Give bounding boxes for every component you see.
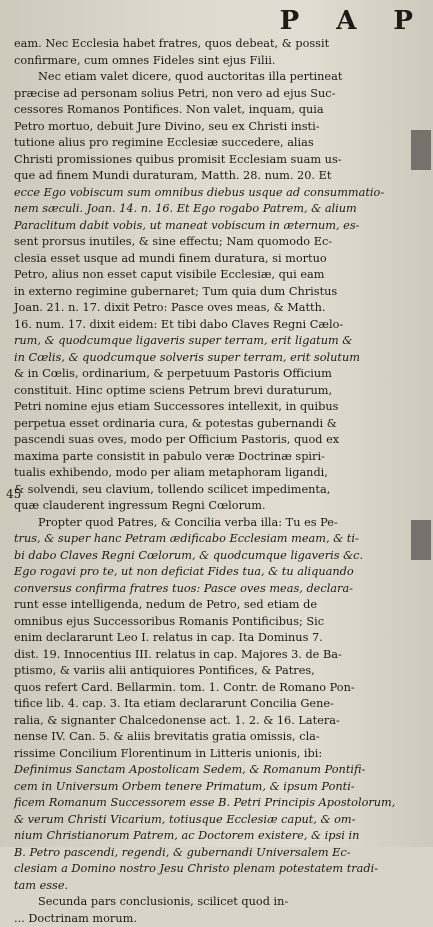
text-line: Christi promissiones quibus promisit Ecclesiam suam us- bbox=[14, 152, 394, 169]
text-line: eam. Nec Ecclesia habet fratres, quos debeat, & possit bbox=[14, 36, 394, 53]
text-line: Definimus Sanctam Apostolicam Sedem, & Romanum Pontifi- bbox=[14, 762, 394, 779]
text-line: quos refert Card. Bellarmin. tom. 1. Contr. de Romano Pon- bbox=[14, 680, 394, 697]
text-line: ralia, & signanter Chalcedonense act. 1. 2. & 16. Latera- bbox=[14, 713, 394, 730]
text-line: maxima parte consistit in pabulo veræ Doctrinæ spiri- bbox=[14, 449, 394, 466]
text-line: in externo regimine gubernaret; Tum quia dum Christus bbox=[14, 284, 394, 301]
text-line: ptismo, & variis alii antiquiores Pontifices, & Patres, bbox=[14, 663, 394, 680]
text-line: tualis exhibendo, modo per aliam metaphoram ligandi, bbox=[14, 465, 394, 482]
text-line: & in Cœlis, ordinarium, & perpetuum Pastoris Officium bbox=[14, 366, 394, 383]
text-line: cessores Romanos Pontifices. Non valet, inquam, quia bbox=[14, 102, 394, 119]
text-line: enim declararunt Leo I. relatus in cap. Ita Dominus 7. bbox=[14, 630, 394, 647]
text-line: que ad finem Mundi duraturam, Matth. 28. num. 20. Et bbox=[14, 168, 394, 185]
text-line: dist. 19. Innocentius III. relatus in cap. Majores 3. de Ba- bbox=[14, 647, 394, 664]
text-line: Petro, alius non esset caput visibile Ecclesiæ, qui eam bbox=[14, 267, 394, 284]
text-line: in Cœlis, & quodcumque solveris super terram, erit solutum bbox=[14, 350, 394, 367]
text-line: Petro mortuo, debuit Jure Divino, seu ex Christi insti- bbox=[14, 119, 394, 136]
text-line: ... Doctrinam morum. bbox=[14, 911, 394, 927]
text-line: conversus confirma fratres tuos: Pasce oves meas, declara- bbox=[14, 581, 394, 598]
text-line: nense IV. Can. 5. & aliis brevitatis gratia omissis, cla- bbox=[14, 729, 394, 746]
text-line: nem sæculi. Joan. 14. n. 16. Et Ego rogabo Patrem, & alium bbox=[14, 201, 394, 218]
text-line: runt esse intelligenda, nedum de Petro, sed etiam de bbox=[14, 597, 394, 614]
text-line: omnibus ejus Successoribus Romanis Pontificibus; Sic bbox=[14, 614, 394, 631]
text-line: Joan. 21. n. 17. dixit Petro: Pasce oves meas, & Matth. bbox=[14, 300, 394, 317]
text-line: tam esse. bbox=[14, 878, 394, 895]
text-line: B. Petro pascendi, regendi, & gubernandi Universalem Ec- bbox=[14, 845, 394, 862]
text-line: perpetua esset ordinaria cura, & potestas gubernandi & bbox=[14, 416, 394, 433]
text-line: ecce Ego vobiscum sum omnibus diebus usque ad consummatio- bbox=[14, 185, 394, 202]
text-line: ficem Romanum Successorem esse B. Petri Principis Apostolorum, bbox=[14, 795, 394, 812]
margin-number: 45 bbox=[6, 487, 21, 501]
body-text bbox=[14, 36, 394, 927]
text-line: cem in Universum Orbem tenere Primatum, & ipsum Ponti- bbox=[14, 779, 394, 796]
text-line: Paraclitum dabit vobis, ut maneat vobiscum in æternum, es- bbox=[14, 218, 394, 235]
text-line: Secunda pars conclusionis, scilicet quod in- bbox=[14, 894, 394, 911]
text-line: quæ clauderent ingressum Regni Cœlorum. bbox=[14, 498, 394, 515]
text-line: tifice lib. 4. cap. 3. Ita etiam declararunt Concilia Gene- bbox=[14, 696, 394, 713]
text-line: nium Christianorum Patrem, ac Doctorem existere, & ipsi in bbox=[14, 828, 394, 845]
text-line: & verum Christi Vicarium, totiusque Ecclesiæ caput, & om- bbox=[14, 812, 394, 829]
page-edge-shadow bbox=[411, 130, 431, 170]
text-line: pascendi suas oves, modo per Officium Pastoris, quod ex bbox=[14, 432, 394, 449]
text-line: Nec etiam valet dicere, quod auctoritas illa pertineat bbox=[14, 69, 394, 86]
text-line: bi dabo Claves Regni Cœlorum, & quodcumque ligaveris &c. bbox=[14, 548, 394, 565]
text-line: rum, & quodcumque ligaveris super terram, erit ligatum & bbox=[14, 333, 394, 350]
text-line: clesiam a Domino nostro Jesu Christo plenam potestatem tradi- bbox=[14, 861, 394, 878]
text-line: sent prorsus inutiles, & sine effectu; Nam quomodo Ec- bbox=[14, 234, 394, 251]
text-line: Petri nomine ejus etiam Successores intellexit, in quibus bbox=[14, 399, 394, 416]
text-line: constituit. Hinc optime sciens Petrum brevi duraturum, bbox=[14, 383, 394, 400]
page-edge-shadow bbox=[411, 520, 431, 560]
text-line: clesia esset usque ad mundi finem duratura, si mortuo bbox=[14, 251, 394, 268]
text-line: trus, & super hanc Petram ædificabo Ecclesiam meam, & ti- bbox=[14, 531, 394, 548]
text-line: Propter quod Patres, & Concilia verba illa: Tu es Pe- bbox=[14, 515, 394, 532]
text-line: Ego rogavi pro te, ut non deficiat Fides tua, & tu aliquando bbox=[14, 564, 394, 581]
text-line: rissime Concilium Florentinum in Litteris unionis, ibi: bbox=[14, 746, 394, 763]
text-line: præcise ad personam solius Petri, non vero ad ejus Suc- bbox=[14, 86, 394, 103]
text-line: confirmare, cum omnes Fideles sint ejus Filii. bbox=[14, 53, 394, 70]
running-head: P A P bbox=[280, 6, 427, 36]
text-line: & solvendi, seu clavium, tollendo scilicet impedimenta, bbox=[14, 482, 394, 499]
text-line: tutione alius pro regimine Ecclesiæ succedere, alias bbox=[14, 135, 394, 152]
text-line: 16. num. 17. dixit eidem: Et tibi dabo Claves Regni Cælo- bbox=[14, 317, 394, 334]
